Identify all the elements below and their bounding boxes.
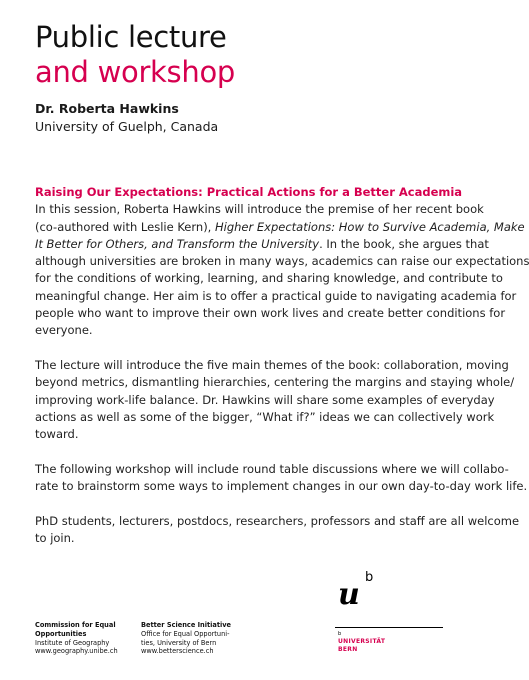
title-line-1: Public lecture — [35, 20, 227, 54]
book-title: It Better for Others, and Transform the University — [35, 236, 320, 251]
commission-heading-2: Opportunities — [35, 629, 87, 638]
speaker-affiliation: University of Guelph, Canada — [35, 119, 219, 134]
better-science-university: ties, University of Bern — [141, 638, 217, 647]
logo-name-line-2: BERN — [338, 645, 358, 653]
logo-small-b: b — [338, 631, 342, 637]
body-line: actions as well as some of the bigger, “What if?” ideas we can collectively work — [35, 409, 495, 424]
body-line: to join. — [35, 530, 75, 545]
body-line: The following workshop will include round table discussions where we will collabo- — [35, 461, 509, 476]
paragraph-audience — [35, 513, 520, 548]
paragraph-intro — [35, 184, 529, 340]
commission-url: www.geography.unibe.ch — [35, 647, 118, 656]
better-science-url: www.betterscience.ch — [141, 647, 214, 656]
paragraph-lecture — [35, 357, 515, 443]
speaker-name: Dr. Roberta Hawkins — [35, 101, 179, 116]
body-line: for the conditions of working, learning, and sharing knowledge, and contribute to — [35, 271, 503, 286]
lecture-subtitle: Raising Our Expectations: Practical Actions for a Better Academia — [35, 185, 463, 199]
logo-b-mark: b — [365, 570, 374, 585]
body-line: everyone. — [35, 323, 93, 338]
book-title: Higher Expectations: How to Survive Academia, Make — [215, 219, 525, 234]
commission-institute: Institute of Geography — [35, 638, 110, 647]
footer-commission — [35, 621, 118, 656]
body-line: although universities are broken in many ways, academics can raise our expectations — [35, 254, 529, 269]
paragraph-workshop — [35, 461, 528, 496]
commission-heading: Commission for Equal — [35, 621, 116, 629]
body-line: toward. — [35, 427, 79, 442]
better-science-heading: Better Science Initiative — [141, 621, 232, 629]
title-line-2: and workshop — [35, 55, 235, 89]
body-line: PhD students, lecturers, postdocs, researchers, professors and staff are all welcome — [35, 513, 520, 528]
body-line: meaningful change. Her aim is to offer a practical guide to navigating academia for — [35, 288, 517, 303]
body-line: beyond metrics, dismantling hierarchies, centering the margins and staying whole/ — [35, 375, 515, 390]
body-line-book-cont: It Better for Others, and Transform the University. In the book, she argues that — [35, 236, 489, 251]
body-line: people who want to improve their own work lives and create better conditions for — [35, 306, 506, 321]
logo-university-name — [338, 638, 385, 653]
body-line: rate to brainstorm some ways to implement changes in our own day-to-day work life. — [35, 479, 528, 494]
body-line: The lecture will introduce the five main themes of the book: collaboration, moving — [35, 357, 509, 372]
footer-better-science — [141, 621, 231, 656]
logo-u-mark: u — [338, 577, 360, 612]
logo-name-line-1: UNIVERSITÄT — [338, 638, 386, 645]
body-line-book: (co-authored with Leslie Kern), Higher Expectations: How to Survive Academia, Make — [35, 219, 525, 234]
logo-divider — [335, 627, 443, 628]
better-science-office: Office for Equal Opportuni- — [141, 629, 230, 638]
university-of-bern-logo — [335, 570, 445, 660]
body-line: improving work-life balance. Dr. Hawkins will share some examples of everyday — [35, 392, 495, 407]
body-line: In this session, Roberta Hawkins will introduce the premise of her recent book — [35, 202, 484, 217]
body-text — [35, 184, 529, 565]
